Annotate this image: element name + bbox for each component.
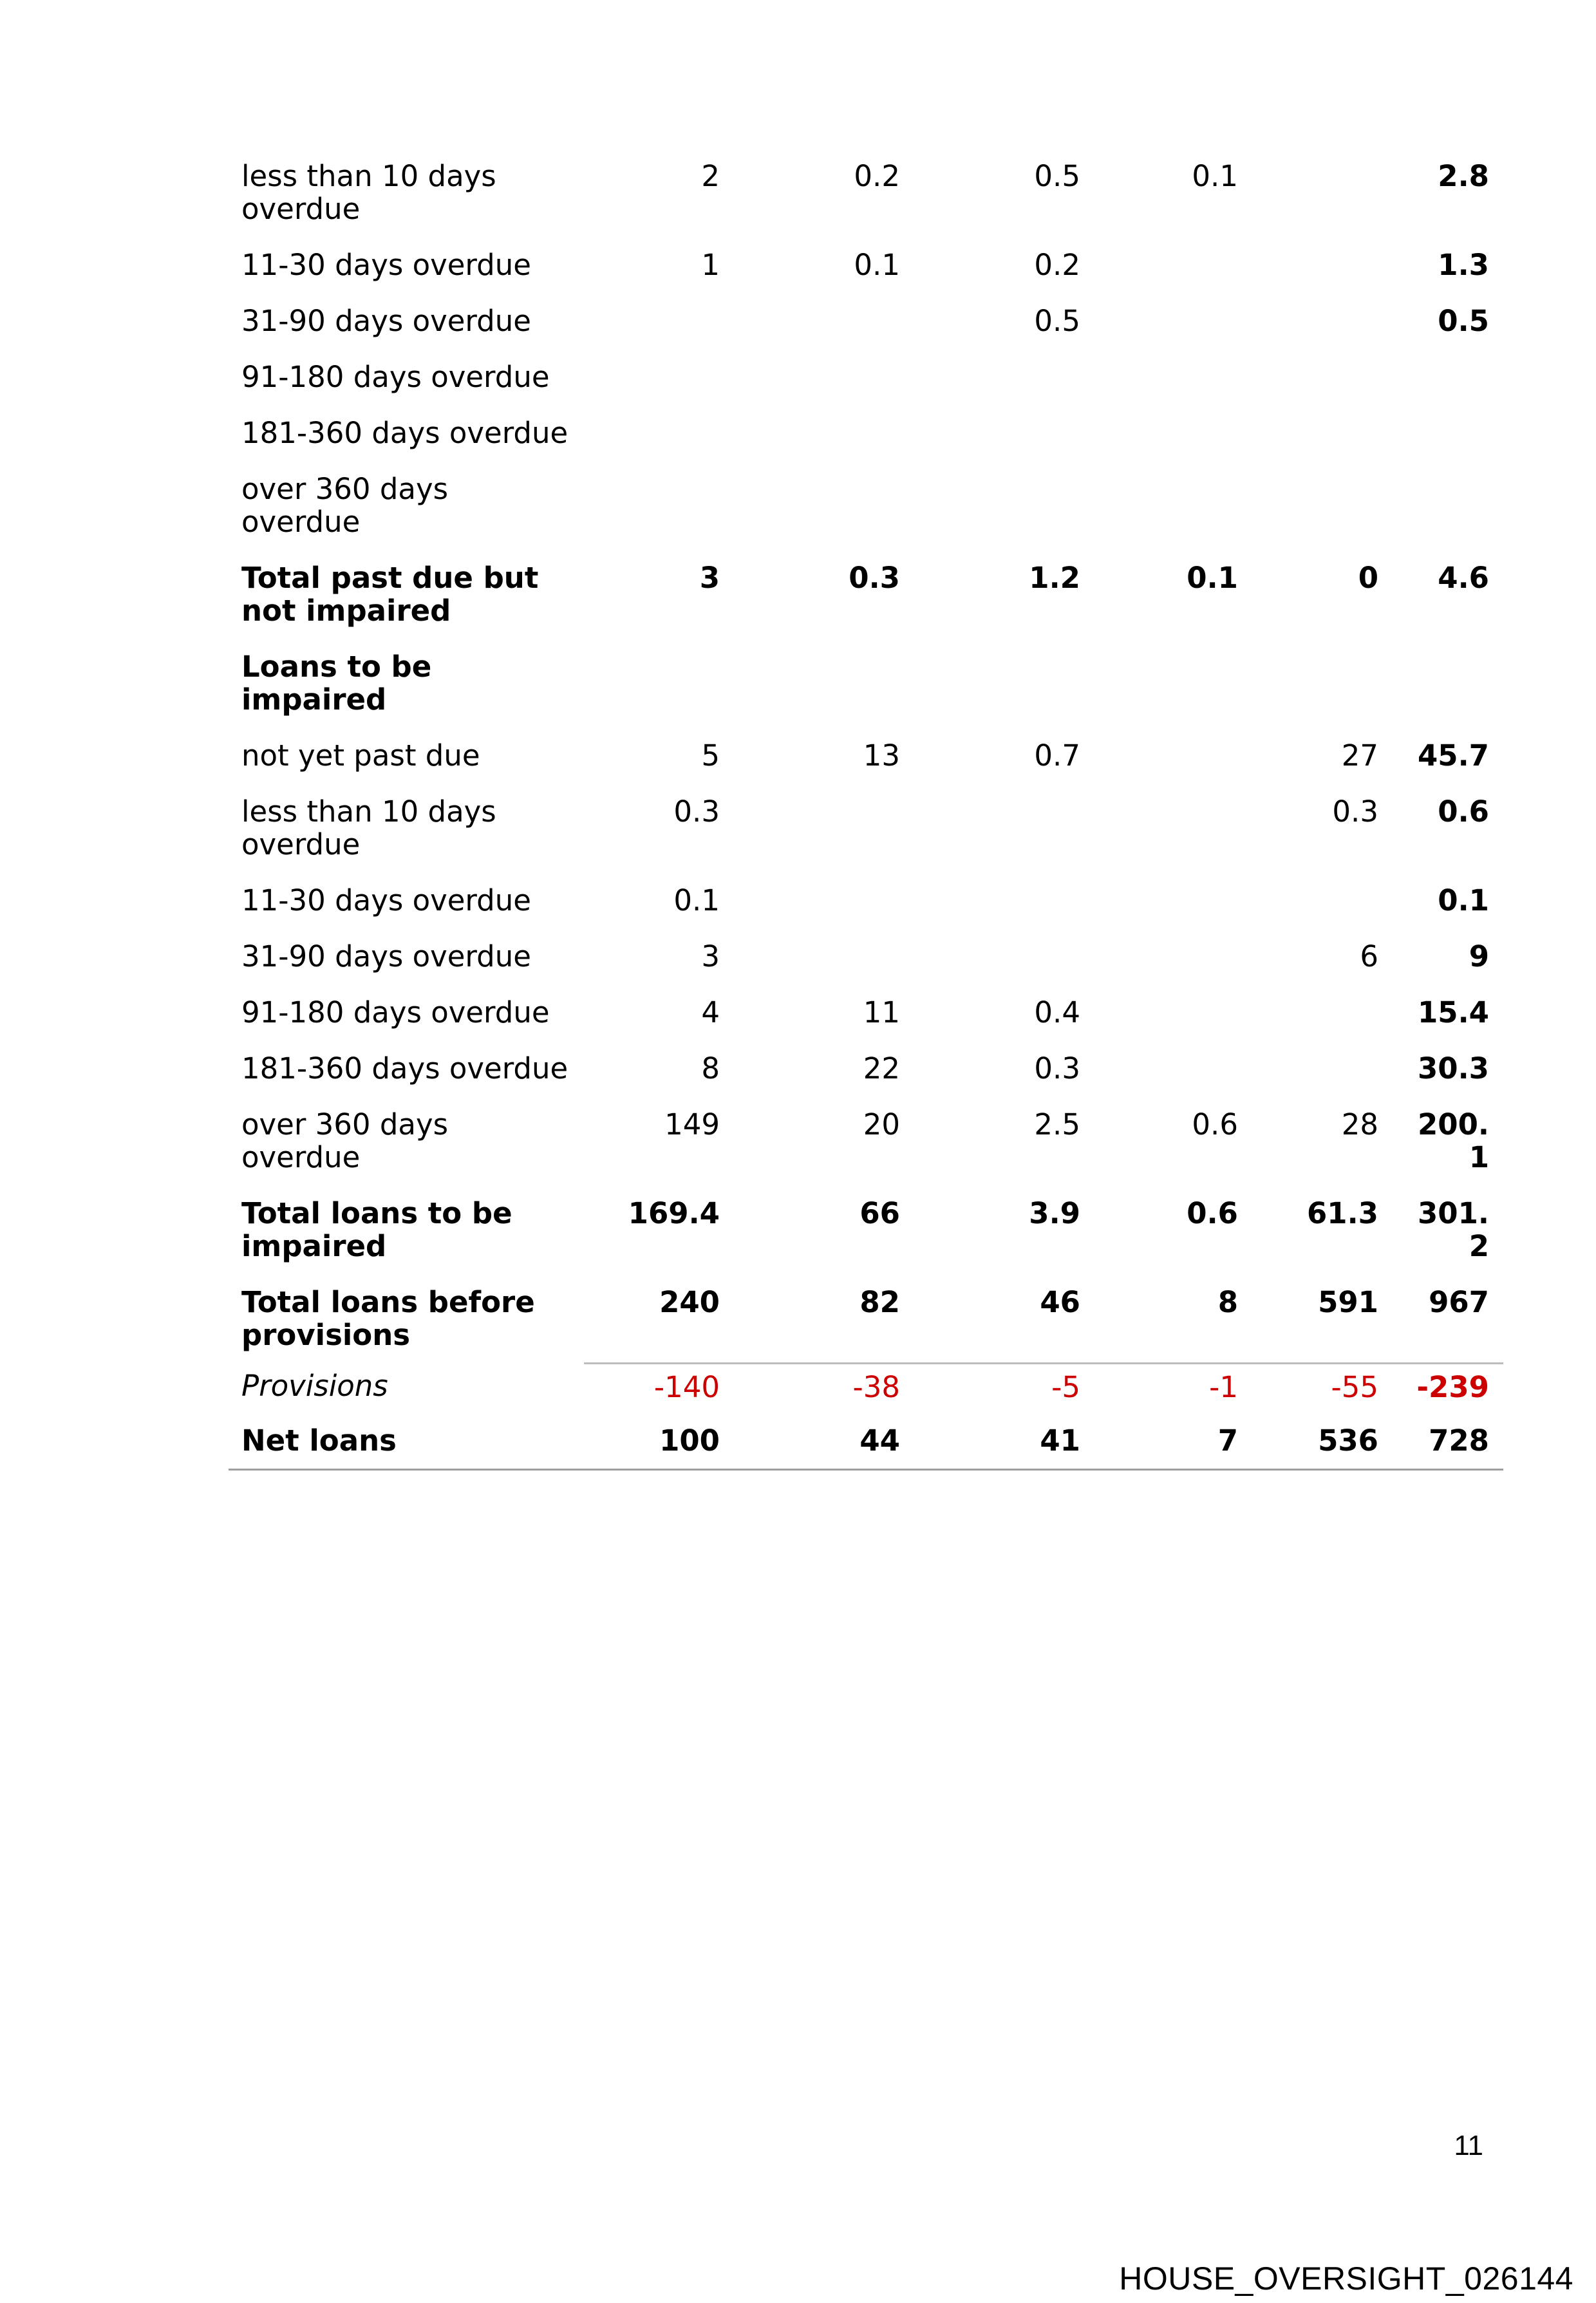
value-cell (1094, 928, 1252, 984)
total-cell: 301.2 (1417, 1196, 1489, 1263)
row-label: less than 10 days overdue (241, 794, 496, 861)
value-cell (1252, 293, 1393, 349)
value-cell: 8 (1217, 1285, 1238, 1319)
total-cell (1393, 639, 1503, 728)
row-label: Total loans before provisions (241, 1285, 535, 1352)
row-label: Net loans (229, 1413, 584, 1470)
value-cell: 22 (863, 1051, 900, 1086)
value-cell (584, 293, 734, 349)
total-cell (1393, 349, 1503, 405)
row-label: not yet past due (241, 738, 480, 773)
value-cell (1252, 984, 1393, 1040)
value-cell (1094, 1040, 1252, 1096)
value-cell: 11 (863, 995, 900, 1029)
value-cell (1094, 293, 1252, 349)
total-cell: 30.3 (1417, 1051, 1489, 1086)
value-cell: 1 (701, 248, 720, 282)
value-cell: 0 (1358, 561, 1378, 595)
value-cell: 41 (914, 1413, 1094, 1470)
value-cell: -55 (1252, 1363, 1393, 1413)
value-cell (734, 405, 914, 461)
table-row (229, 1096, 1503, 1185)
row-label: over 360 days overdue (241, 1107, 449, 1174)
table-row (229, 461, 1503, 550)
value-cell: 0.4 (1034, 995, 1080, 1029)
value-cell (1252, 1040, 1393, 1096)
bates-number: HOUSE_OVERSIGHT_026144 (1119, 2261, 1573, 2297)
value-cell: 46 (1040, 1285, 1080, 1319)
table-row (229, 1274, 1503, 1363)
total-cell (1393, 405, 1503, 461)
value-cell (734, 461, 914, 550)
table-row (229, 1413, 1503, 1470)
total-cell: 0.6 (1438, 794, 1489, 829)
row-label: 11-30 days overdue (241, 248, 531, 282)
total-cell: 0.1 (1438, 883, 1489, 917)
value-cell: 0.7 (1034, 738, 1080, 773)
value-cell: 0.5 (1034, 159, 1080, 193)
value-cell (914, 639, 1094, 728)
total-cell: 0.5 (1438, 304, 1489, 338)
page-number: 11 (1454, 2130, 1483, 2161)
value-cell: 44 (734, 1413, 914, 1470)
table-row (229, 349, 1503, 405)
total-cell: 2.8 (1438, 159, 1489, 193)
value-cell: 0.3 (1332, 794, 1378, 829)
value-cell (734, 784, 914, 872)
value-cell: 240 (659, 1285, 720, 1319)
table-row (229, 148, 1503, 237)
value-cell: 0.1 (1192, 159, 1238, 193)
table-row (229, 1040, 1503, 1096)
value-cell (734, 293, 914, 349)
row-label: Total loans to be impaired (241, 1196, 512, 1263)
value-cell: 0.6 (1192, 1107, 1238, 1142)
value-cell (584, 349, 734, 405)
value-cell (1094, 639, 1252, 728)
value-cell: 0.2 (1034, 248, 1080, 282)
row-label: 91-180 days overdue (241, 360, 550, 394)
value-cell: 13 (863, 738, 900, 773)
total-cell: 45.7 (1417, 738, 1489, 773)
row-label: 181-360 days overdue (241, 1051, 568, 1086)
table-row (229, 928, 1503, 984)
value-cell (734, 349, 914, 405)
value-cell (1252, 148, 1393, 237)
value-cell: 0.6 (1187, 1196, 1238, 1230)
value-cell: -1 (1094, 1363, 1252, 1413)
row-label: 91-180 days overdue (241, 995, 550, 1029)
value-cell (914, 461, 1094, 550)
value-cell: 169.4 (628, 1196, 720, 1230)
value-cell (1252, 639, 1393, 728)
value-cell (1094, 728, 1252, 784)
table-row (229, 293, 1503, 349)
value-cell (584, 639, 734, 728)
value-cell: 2 (701, 159, 720, 193)
value-cell (914, 784, 1094, 872)
table-row (229, 237, 1503, 293)
value-cell: 20 (863, 1107, 900, 1142)
total-cell: 200.1 (1417, 1107, 1489, 1174)
value-cell: 100 (584, 1413, 734, 1470)
value-cell (914, 349, 1094, 405)
total-cell (1393, 461, 1503, 550)
value-cell: 0.3 (673, 794, 720, 829)
value-cell: 7 (1094, 1413, 1252, 1470)
value-cell (1094, 237, 1252, 293)
loans-table (229, 148, 1503, 1471)
value-cell: 0.2 (854, 159, 900, 193)
value-cell: -5 (914, 1363, 1094, 1413)
value-cell (734, 872, 914, 928)
value-cell: 8 (701, 1051, 720, 1086)
value-cell (914, 872, 1094, 928)
value-cell: 4 (701, 995, 720, 1029)
row-label: 11-30 days overdue (241, 883, 531, 917)
value-cell: 536 (1252, 1413, 1393, 1470)
value-cell (734, 639, 914, 728)
table-row (229, 550, 1503, 639)
value-cell: 149 (664, 1107, 720, 1142)
value-cell: -140 (584, 1363, 734, 1413)
table-body (229, 148, 1503, 1469)
row-label: 181-360 days overdue (241, 416, 568, 450)
table-row (229, 984, 1503, 1040)
total-cell: -239 (1393, 1363, 1503, 1413)
value-cell: 0.3 (1034, 1051, 1080, 1086)
value-cell (1252, 405, 1393, 461)
value-cell (1094, 784, 1252, 872)
value-cell: 6 (1360, 939, 1378, 973)
row-label: 31-90 days overdue (241, 939, 531, 973)
value-cell: 3.9 (1029, 1196, 1080, 1230)
row-label: 31-90 days overdue (241, 304, 531, 338)
value-cell (584, 405, 734, 461)
value-cell (1094, 984, 1252, 1040)
table-row (229, 405, 1503, 461)
value-cell (1252, 461, 1393, 550)
value-cell: 0.1 (1187, 561, 1238, 595)
table-row (229, 1185, 1503, 1274)
value-cell: 3 (699, 561, 720, 595)
value-cell: 61.3 (1306, 1196, 1378, 1230)
row-label: Loans to be impaired (241, 650, 432, 717)
total-cell: 4.6 (1438, 561, 1489, 595)
row-label: Total past due but not impaired (241, 561, 539, 628)
total-cell: 967 (1429, 1285, 1489, 1319)
total-cell: 1.3 (1438, 248, 1489, 282)
value-cell: 2.5 (1034, 1107, 1080, 1142)
value-cell: 591 (1318, 1285, 1378, 1319)
row-label: less than 10 days overdue (241, 159, 496, 226)
value-cell: 0.3 (849, 561, 900, 595)
value-cell: 0.5 (1034, 304, 1080, 338)
value-cell: 82 (859, 1285, 900, 1319)
value-cell: 1.2 (1029, 561, 1080, 595)
total-cell: 15.4 (1417, 995, 1489, 1029)
value-cell: 27 (1341, 738, 1378, 773)
value-cell (1094, 405, 1252, 461)
table-row (229, 1363, 1503, 1413)
table-row (229, 784, 1503, 872)
total-cell: 9 (1469, 939, 1489, 973)
value-cell: 5 (701, 738, 720, 773)
table-row (229, 639, 1503, 728)
value-cell: 0.1 (673, 883, 720, 917)
value-cell: 0.1 (854, 248, 900, 282)
table-row (229, 872, 1503, 928)
total-cell: 728 (1393, 1413, 1503, 1470)
value-cell: 28 (1341, 1107, 1378, 1142)
table-row (229, 728, 1503, 784)
value-cell (1094, 461, 1252, 550)
row-label: over 360 days overdue (241, 472, 449, 539)
value-cell (1252, 349, 1393, 405)
value-cell (1252, 237, 1393, 293)
value-cell (1094, 872, 1252, 928)
value-cell (734, 928, 914, 984)
row-label: Provisions (241, 1369, 388, 1403)
value-cell: 66 (859, 1196, 900, 1230)
value-cell (914, 405, 1094, 461)
value-cell (1094, 349, 1252, 405)
value-cell: -38 (734, 1363, 914, 1413)
value-cell (914, 928, 1094, 984)
value-cell: 3 (701, 939, 720, 973)
value-cell (1252, 872, 1393, 928)
value-cell (584, 461, 734, 550)
